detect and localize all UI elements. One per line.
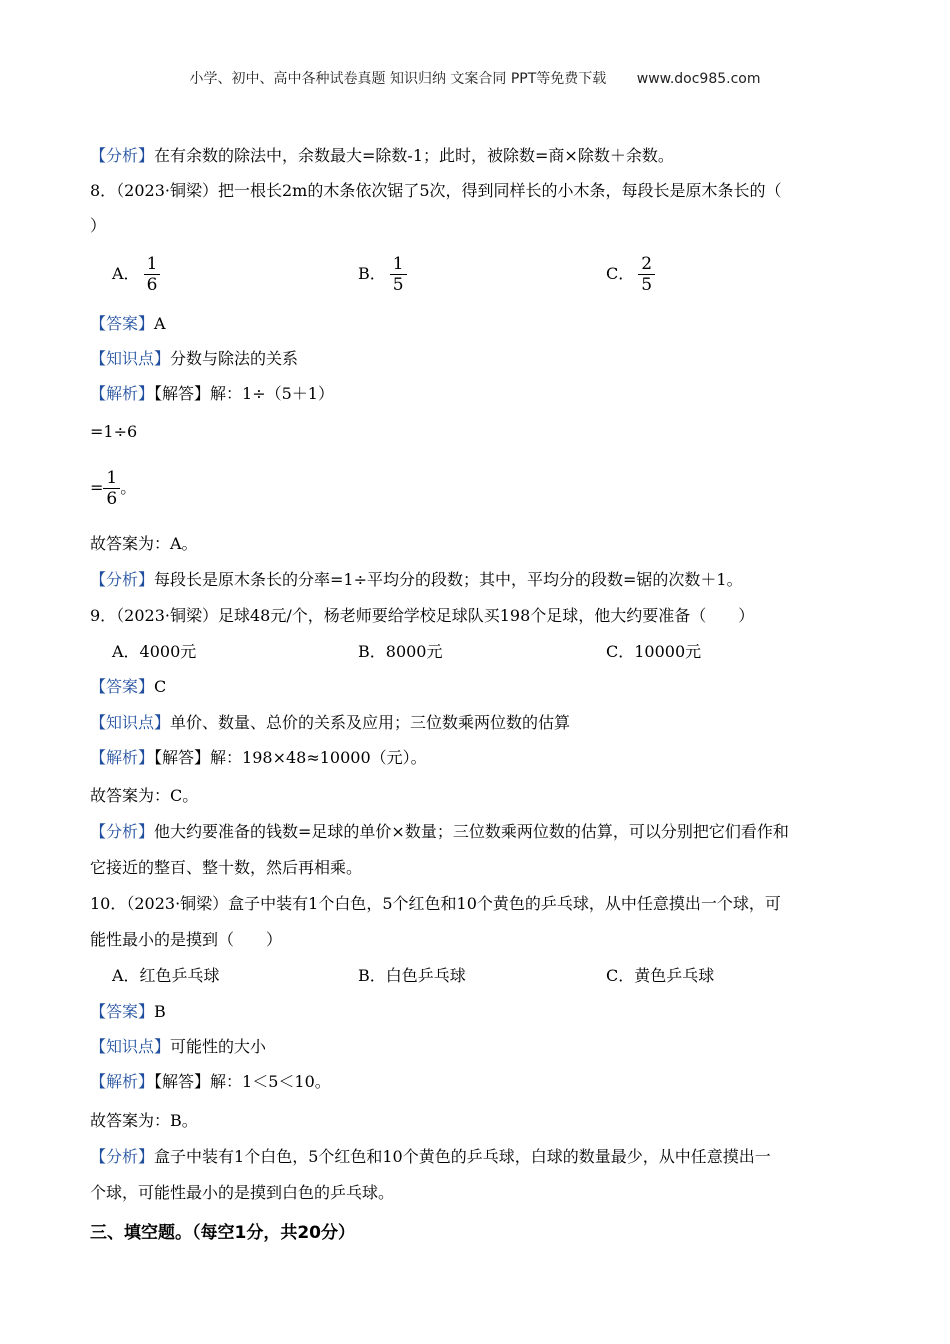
q8-option-c: C． $\frac{2}{5}$	[606, 254, 655, 295]
q10-option-c: C．黄色乒乓球	[606, 966, 715, 985]
q9-knowledge: 【知识点】单价、数量、总价的关系及应用；三位数乘两位数的估算	[90, 713, 571, 732]
q8-option-a: A． $\frac{1}{6}$	[112, 254, 160, 295]
analysis-tag: 【分析】	[90, 146, 155, 165]
q8-analysis: 【分析】每段长是原木条长的分率=1÷平均分的段数；其中，平均分的段数=锯的次数＋1。	[90, 570, 743, 589]
q10-stem-line1: 10．（2023·铜梁）盒子中装有1个白色，5个红色和10个黄色的乒乓球，从中任意摸出一个球，可	[90, 894, 781, 913]
q9-option-a: A．4000元	[112, 642, 197, 661]
q8-stem-line1: 8．（2023·铜梁）把一根长2m的木条依次锯了5次，得到同样长的小木条，每段长是原木条长的（	[90, 181, 782, 200]
q8-knowledge: 【知识点】分数与除法的关系	[90, 349, 299, 368]
q10-explain: 【解析】【解答】解：1＜5＜10。	[90, 1072, 331, 1091]
q8-explain: 【解析】【解答】解：1÷（5＋1）	[90, 384, 334, 403]
q10-option-a: A．红色乒乓球	[112, 966, 220, 985]
section3-heading: 三、填空题。（每空1分，共20分）	[90, 1223, 355, 1243]
q8-step3: = $\frac{1}{6}$ 。	[90, 468, 137, 509]
q10-analysis-line1: 【分析】盒子中装有1个白色，5个红色和10个黄色的乒乓球，白球的数量最少，从中任意摸出一	[90, 1147, 771, 1166]
page-header	[0, 68, 950, 88]
q10-option-b: B．白色乒乓球	[358, 966, 466, 985]
q8-option-b: B． $\frac{1}{5}$	[358, 254, 407, 295]
q10-stem-line2: 能性最小的是摸到（ ）	[90, 930, 283, 949]
q9-explain: 【解析】【解答】解：198×48≈10000（元）。	[90, 748, 427, 767]
q9-option-b: B．8000元	[358, 642, 443, 661]
q9-stem: 9．（2023·铜梁）足球48元/个，杨老师要给学校足球队买198个足球，他大约要准备（ ）	[90, 606, 755, 625]
q8-stem-line2: ）	[90, 216, 107, 235]
q10-conclusion: 故答案为：B。	[90, 1111, 198, 1130]
q10-analysis-line2: 个球，可能性最小的是摸到白色的乒乓球。	[90, 1183, 395, 1202]
q9-analysis-line2: 它接近的整百、整十数，然后再相乘。	[90, 858, 363, 877]
q9-option-c: C．10000元	[606, 642, 702, 661]
q7-analysis: 【分析】在有余数的除法中，余数最大=除数-1；此时，被除数=商×除数＋余数。	[90, 146, 674, 165]
q10-knowledge: 【知识点】可能性的大小	[90, 1037, 267, 1056]
q9-conclusion: 故答案为：C。	[90, 786, 199, 805]
q8-conclusion: 故答案为：A。	[90, 534, 198, 553]
q8-step2: =1÷6	[90, 422, 138, 441]
header-url[interactable]: www.doc985.com	[636, 71, 761, 87]
q9-answer: 【答案】C	[90, 677, 167, 696]
header-text: 小学、初中、高中各种试卷真题 知识归纳 文案合同 PPT等免费下载	[189, 71, 607, 87]
q9-analysis-line1: 【分析】他大约要准备的钱数=足球的单价×数量；三位数乘两位数的估算，可以分别把它们看作和	[90, 822, 789, 841]
q8-answer: 【答案】A	[90, 314, 166, 333]
q10-answer: 【答案】B	[90, 1002, 166, 1021]
